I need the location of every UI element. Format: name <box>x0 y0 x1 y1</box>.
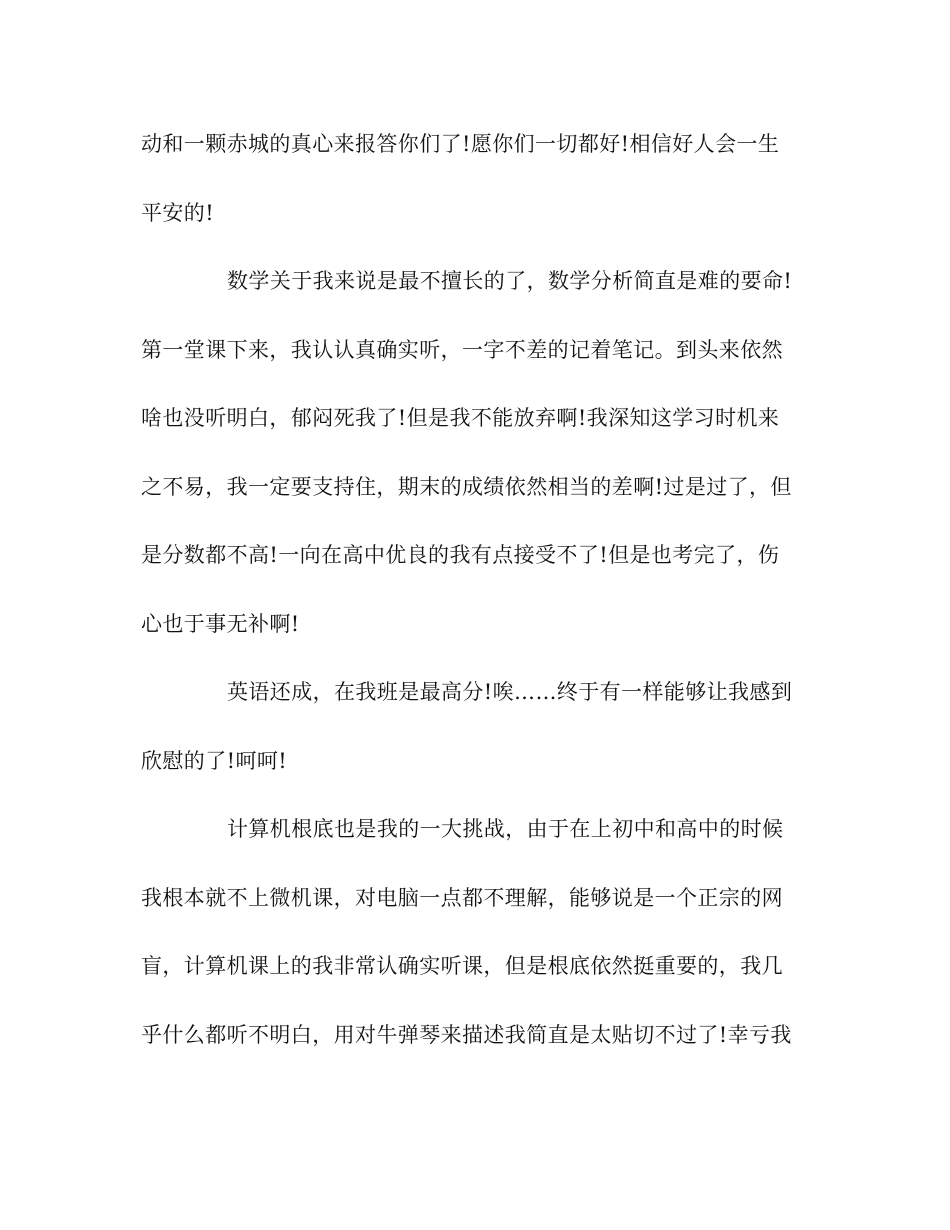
text-line: 盲，计算机课上的我非常认确实听课，但是根底依然挺重要的，我几 <box>141 954 783 978</box>
paragraph-start-line: 计算机根底也是我的一大挑战，由于在上初中和高中的时候 <box>227 817 784 841</box>
text-line: 啥也没听明白，郁闷死我了!但是我不能放弃啊!我深知这学习时机来 <box>141 406 780 430</box>
text-line: 第一堂课下来，我认认真确实听，一字不差的记着笔记。到头来依然 <box>141 337 783 362</box>
text-line: 之不易，我一定要支持住，期末的成绩依然相当的差啊!过是过了，但 <box>141 474 792 499</box>
paragraph-start-line: 数学关于我来说是最不擅长的了，数学分析简直是难的要命! <box>227 269 793 293</box>
text-line: 欣慰的了!呵呵! <box>141 748 288 773</box>
text-line: 是分数都不高!一向在高中优良的我有点接受不了!但是也考完了，伤 <box>141 543 780 567</box>
text-line: 乎什么都听不明白，用对牛弹琴来描述我简直是太贴切不过了!幸亏我 <box>141 1022 792 1047</box>
body-text <box>141 124 811 1083</box>
text-line: 平安的! <box>141 200 215 225</box>
paragraph-start-line: 英语还成，在我班是最高分!唉……终于有一样能够让我感到 <box>227 680 793 704</box>
text-line: 动和一颗赤城的真心来报答你们了!愿你们一切都好!相信好人会一生 <box>141 132 780 156</box>
text-line: 我根本就不上微机课，对电脑一点都不理解，能够说是一个正宗的网 <box>141 885 783 910</box>
text-line: 心也于事无补啊! <box>141 611 300 636</box>
